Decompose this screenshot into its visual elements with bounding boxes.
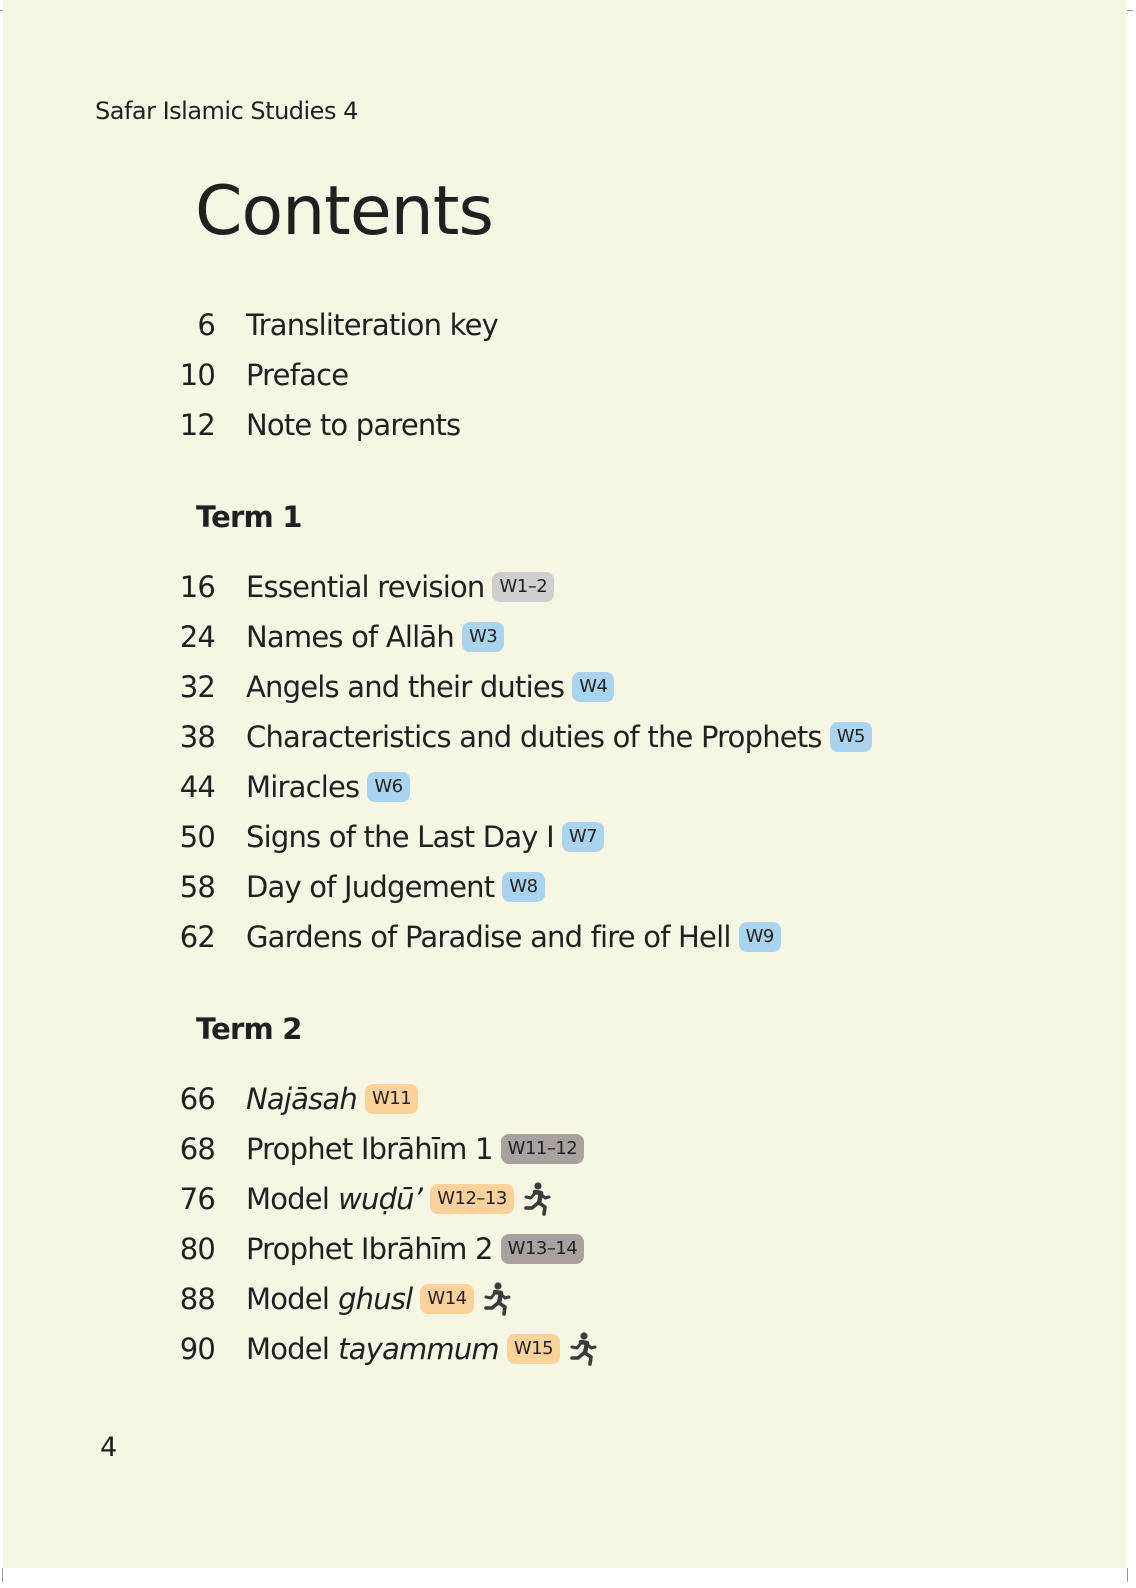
week-badge: W1–2 (492, 572, 554, 602)
toc-entry[interactable] (3, 812, 604, 862)
toc-entry[interactable] (3, 862, 545, 912)
week-badge: W13–14 (501, 1234, 585, 1264)
crop-mark (2, 1568, 3, 1582)
running-person-icon (568, 1331, 598, 1367)
week-badge: W12–13 (430, 1184, 514, 1214)
week-badge: W7 (562, 822, 604, 852)
toc-entry[interactable] (3, 1274, 512, 1324)
toc-entry-title: Names of Allāh (246, 620, 454, 654)
toc-page-number: 24 (179, 620, 215, 654)
toc-entry[interactable] (3, 1324, 598, 1374)
toc-entry-title: Transliteration key (246, 308, 498, 342)
toc-page-number: 66 (179, 1082, 215, 1116)
crop-mark (1127, 1568, 1128, 1582)
term-1-heading: Term 1 (196, 500, 302, 534)
toc-entry[interactable] (3, 662, 614, 712)
week-badge: W9 (739, 922, 781, 952)
toc-entry[interactable] (3, 1074, 418, 1124)
running-head: Safar Islamic Studies 4 (95, 97, 358, 125)
toc-page-number: 76 (179, 1182, 215, 1216)
toc-page-number: 38 (179, 720, 215, 754)
toc-page-number: 32 (179, 670, 215, 704)
week-badge: W4 (572, 672, 614, 702)
week-badge: W15 (507, 1334, 560, 1364)
toc-page-number: 90 (179, 1332, 215, 1366)
toc-entry[interactable] (3, 562, 554, 612)
week-badge: W8 (502, 872, 544, 902)
week-badge: W11 (365, 1084, 418, 1114)
toc-entry-title: Day of Judgement (246, 870, 495, 904)
toc-entry[interactable] (3, 350, 348, 400)
toc-page-number: 50 (179, 820, 215, 854)
running-person-icon (482, 1281, 512, 1317)
toc-entry[interactable] (3, 912, 781, 962)
toc-page-number: 88 (179, 1282, 215, 1316)
toc-entry[interactable] (3, 300, 498, 350)
toc-entry-title: Preface (246, 358, 349, 392)
term-2-heading: Term 2 (196, 1012, 302, 1046)
toc-entry-title-italic: wuḍū’ (338, 1182, 423, 1216)
toc-entry-title: Note to parents (246, 408, 461, 442)
document-page (3, 0, 1127, 1568)
running-person-icon (522, 1181, 552, 1217)
toc-entry[interactable] (3, 1174, 552, 1224)
week-badge: W14 (420, 1284, 473, 1314)
toc-entry-title: Model (246, 1182, 330, 1216)
toc-entry[interactable] (3, 400, 460, 450)
toc-page-number: 10 (179, 358, 215, 392)
toc-entry-title: Gardens of Paradise and fire of Hell (246, 920, 731, 954)
crop-mark (0, 10, 3, 11)
week-badge: W6 (367, 772, 409, 802)
toc-entry-title-italic: ghusl (338, 1282, 413, 1316)
toc-page-number: 58 (179, 870, 215, 904)
toc-page-number: 62 (179, 920, 215, 954)
toc-entry-title-italic: Najāsah (246, 1082, 357, 1116)
toc-entry[interactable] (3, 762, 410, 812)
toc-entry[interactable] (3, 1224, 584, 1274)
page-title: Contents (195, 172, 493, 251)
toc-page-number: 80 (179, 1232, 215, 1266)
toc-entry-title: Angels and their duties (246, 670, 565, 704)
toc-entry-title: Essential revision (246, 570, 485, 604)
toc-entry-title: Signs of the Last Day I (246, 820, 554, 854)
toc-entry[interactable] (3, 1124, 584, 1174)
toc-page-number: 16 (179, 570, 215, 604)
toc-entry-title: Model (246, 1332, 330, 1366)
toc-entry[interactable] (3, 612, 504, 662)
week-badge: W11–12 (501, 1134, 585, 1164)
toc-page-number: 6 (197, 308, 215, 342)
toc-page-number: 12 (179, 408, 215, 442)
toc-entry[interactable] (3, 712, 872, 762)
toc-entry-title: Prophet Ibrāhīm 1 (246, 1132, 493, 1166)
toc-entry-title: Characteristics and duties of the Prophets (246, 720, 822, 754)
toc-entry-title: Prophet Ibrāhīm 2 (246, 1232, 493, 1266)
toc-entry-title-italic: tayammum (338, 1332, 499, 1366)
toc-page-number: 44 (179, 770, 215, 804)
week-badge: W3 (462, 622, 504, 652)
week-badge: W5 (830, 722, 872, 752)
toc-entry-title: Miracles (246, 770, 360, 804)
toc-entry-title: Model (246, 1282, 330, 1316)
crop-mark (1127, 10, 1133, 11)
page-number: 4 (100, 1432, 118, 1463)
toc-page-number: 68 (179, 1132, 215, 1166)
